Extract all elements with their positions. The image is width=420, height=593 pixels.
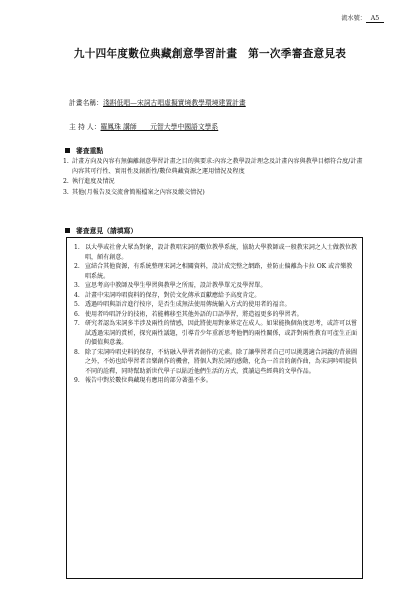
page-title: 九十四年度數位典藏創意學習計畫 第一次季審查意見表 xyxy=(73,48,347,60)
opinion-item-number: 9. xyxy=(74,377,80,384)
host-value: 羅鳳珠 講師 元智大學中國語文學系 xyxy=(100,123,219,131)
opinion-item-number: 6. xyxy=(74,310,80,318)
opinion-item-number: 2. xyxy=(74,263,80,270)
review-points-heading-text: 審查重點 xyxy=(76,147,104,155)
opinion-item xyxy=(74,348,358,377)
opinion-item xyxy=(74,262,358,281)
opinion-item-text: 宣思考高中教師及學生學習與教學之所需，設計教學單元及學習單。 xyxy=(85,282,267,289)
opinions-list xyxy=(74,243,358,386)
review-point-item xyxy=(63,157,363,177)
opinions-heading xyxy=(65,225,137,235)
host-label: 主 持 人： xyxy=(69,123,101,131)
opinion-item-text: 透過吟唱與語音進行按序，是否生成無法使用傳統輸入方式的使用者的福音。 xyxy=(85,301,291,308)
opinion-item-text: 以大學或社會大眾為對象，設計教唱宋詞的數位教學系統，協助大學教師或一般教宋詞之人士做教位教唱，頗有創意。 xyxy=(85,244,358,261)
square-bullet-icon xyxy=(65,148,70,153)
opinion-item-text: 研究者認為宋詞多半涉及兩性的情感，因此將使用對象界定在成人。如果能換個角度思考，或許可以嘗試透過宋詞的賞析，探究兩性議題，引導青少年重新思考他們的兩性關係，或許對兩性教育可產生正面的價值與意義。 xyxy=(85,320,358,346)
host-row xyxy=(69,121,218,131)
opinion-item xyxy=(74,291,358,301)
square-bullet-icon xyxy=(65,228,70,233)
opinion-item-number: 3. xyxy=(74,282,80,289)
serial-value: A5 xyxy=(366,15,384,23)
opinion-item xyxy=(74,376,358,386)
review-points-heading xyxy=(65,145,103,155)
opinion-item-text: 宣結合其他資源，有系統整理宋詞之相關資料，設計成完整之網路，並防止偏離為卡拉 OK 或音樂教唱系統。 xyxy=(85,263,353,280)
opinions-heading-text: 審查意見（請填寫） xyxy=(76,227,138,235)
opinion-item-number: 4. xyxy=(74,291,80,299)
opinion-item xyxy=(74,300,358,310)
review-point-item xyxy=(63,177,363,187)
opinion-item xyxy=(74,281,358,291)
review-point-item-text: 執行進度及情況 xyxy=(72,178,115,186)
opinion-item-number: 8. xyxy=(74,348,80,356)
opinion-item-number: 7. xyxy=(74,320,80,327)
opinion-item xyxy=(74,319,358,348)
opinion-item-text: 使用者吟唱評分的技術，若能轉移至其他外語的口語學習，將造福更多的學習者。 xyxy=(85,310,303,318)
opinions-box xyxy=(66,237,363,579)
review-point-item-number: 3. xyxy=(63,188,69,196)
opinion-item xyxy=(74,243,358,262)
review-point-item-number: 2. xyxy=(63,178,69,186)
opinion-item-text: 報告中對於數位典藏現有應用的部分著墨不多。 xyxy=(85,377,212,384)
serial-label: 流水號： xyxy=(341,15,366,22)
review-point-item-text: 計畫方向及內容有無偏離創意學習計畫之目的與要求:內容之教學設計理念及計畫內容與教學目標符合度/計畫內容其可行性、實用性及創新性/數位典藏資源之運用情況及程度 xyxy=(72,158,363,176)
serial-number xyxy=(341,13,384,23)
review-points-list xyxy=(63,157,363,198)
opinion-item-number: 1. xyxy=(74,244,80,251)
review-point-item-number: 1. xyxy=(63,158,69,165)
opinion-item xyxy=(74,310,358,320)
project-name-row xyxy=(69,97,246,107)
project-name-label: 計畫名稱： xyxy=(69,99,103,107)
review-point-item xyxy=(63,188,363,198)
project-name-value: 淺斟低唱—宋詞古唱虛擬實境教學環境建置計畫 xyxy=(102,99,246,107)
opinion-item-text: 除了宋詞吟唱史料的保存，不妨融入學習者創作的元素。除了讓學習者自己可以挑選適合詞義的背景圖之外，不妨也給學習者音樂創作的機會，將個人對於詞的感動，化為一首音的創作曲，為宋詞吟唱提供不同的詮釋，同時幫助新世代學子以貼近他們生活的方式，賞讀這些經典的文學作品。 xyxy=(85,348,358,375)
opinion-item-number: 5. xyxy=(74,301,80,308)
review-point-item-text: 其他(月報告及交流會簡報檔案之內容及繳交情況) xyxy=(72,188,205,196)
opinion-item-text: 計畫中宋詞吟唱資料的保存，對於文化傳承貢獻應給予高度肯定。 xyxy=(85,291,261,299)
